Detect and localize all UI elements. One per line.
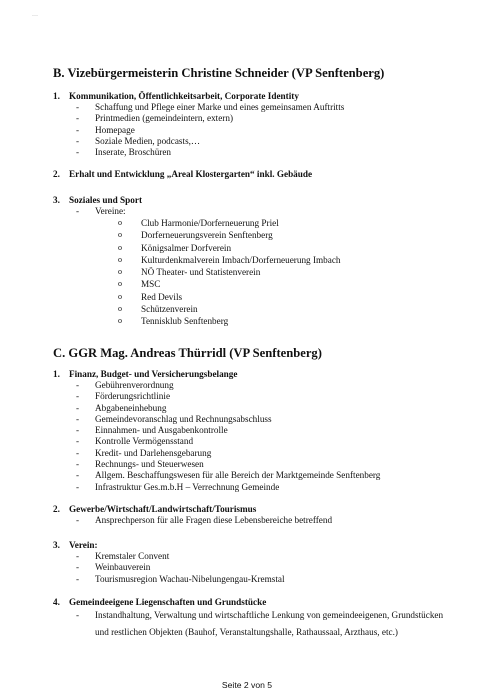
scan-mark: … [32, 12, 38, 18]
sublist-item-text: NÖ Theater- und Statistenverein [141, 267, 261, 278]
circle-bullet: o [118, 242, 122, 252]
list-item-text: Inserate, Broschüren [95, 147, 172, 158]
circle-bullet: o [118, 218, 122, 227]
list-item [70, 515, 332, 526]
list-item-text: Rechnungs- und Steuerwesen [95, 459, 204, 470]
section-c-item-1-list [70, 380, 380, 493]
dash-bullet: - [76, 402, 80, 413]
section-b-item-3-heading [53, 195, 142, 206]
sublist-item-text: Tennisklub Senftenberg [141, 316, 229, 327]
list-item [70, 136, 344, 147]
section-c-item-3-heading [53, 540, 98, 551]
dash-bullet: - [76, 573, 80, 584]
list-item-text: Instandhaltung, Verwaltung und wirtschaftliche Lenkung von gemeindeeigenen, Grundstücken und restlichen Objekten (Bauhof, Veranstaltungshalle, Rathaussaal, Arzthaus, etc.) [95, 610, 444, 637]
item-number: 1. [53, 91, 60, 101]
dash-bullet: - [76, 436, 80, 447]
dash-bullet: - [76, 102, 80, 112]
item-number: 3. [53, 195, 60, 205]
sublist-item [118, 229, 341, 241]
list-item-text: Kontrolle Vermögensstand [95, 436, 194, 447]
list-item [70, 147, 344, 158]
list-item-text: Printmedien (gemeindeintern, extern) [95, 113, 234, 124]
item-heading-text: Gewerbe/Wirtschaft/Landwirtschaft/Tourismus [69, 504, 257, 514]
dash-bullet: - [76, 551, 80, 561]
list-item [70, 403, 380, 414]
list-item-text: Weinbauverein [95, 562, 151, 573]
dash-bullet: - [76, 391, 80, 402]
list-item [70, 574, 285, 585]
dash-bullet: - [76, 610, 80, 620]
section-c-item-1-heading [53, 369, 237, 380]
item-heading-text: Erhalt und Entwicklung „Areal Klostergarten“ inkl. Gebäude [69, 169, 313, 179]
list-item [70, 113, 344, 124]
list-item [70, 562, 285, 573]
list-item [70, 391, 380, 402]
dash-bullet: - [76, 481, 80, 492]
list-item [70, 436, 380, 447]
circle-bullet: o [118, 230, 122, 240]
circle-bullet: o [118, 267, 122, 277]
section-b-item-2-heading [53, 169, 312, 180]
circle-bullet: o [118, 254, 122, 264]
item-heading-text: Gemeindeeigene Liegenschaften und Grundstücke [69, 597, 267, 607]
section-c-item-2-list [70, 515, 332, 526]
sublist-item [118, 315, 341, 327]
list-item-text: Abgabeneinhebung [95, 402, 167, 413]
list-item [70, 414, 380, 425]
sublist-item [118, 291, 341, 303]
dash-bullet: - [76, 515, 80, 525]
item-number: 4. [53, 597, 60, 607]
section-c-item-4-list [70, 607, 450, 641]
item-heading-text: Soziales und Sport [69, 195, 143, 205]
sublist-item [118, 217, 341, 229]
dash-bullet: - [76, 113, 80, 124]
circle-bullet: o [118, 304, 122, 314]
dash-bullet: - [76, 459, 80, 470]
list-item-text: Ansprechperson für alle Fragen diese Lebensbereiche betreffend [95, 515, 333, 525]
sublist-item-text: Königsalmer Dorfverein [141, 242, 232, 253]
list-item-text: Gemeindevoranschlag und Rechnungsabschluss [95, 413, 272, 424]
section-b-title: B. Vizebürgermeisterin Christine Schneider (VP Senftenberg) [53, 66, 385, 80]
sublist-item [118, 242, 341, 254]
dash-bullet: - [76, 562, 80, 573]
sublist-item [118, 254, 341, 266]
list-item [70, 125, 344, 136]
dash-bullet: - [76, 425, 80, 436]
circle-bullet: o [118, 279, 122, 289]
vereine-sublist [118, 217, 341, 328]
sublist-item-text: Dorferneuerungsverein Senftenberg [141, 230, 273, 241]
item-heading-text: Verein: [69, 540, 98, 550]
list-item [70, 206, 126, 217]
sublist-item-text: Schützenverein [141, 304, 198, 315]
section-c-title: C. GGR Mag. Andreas Thürridl (VP Senftenberg) [53, 346, 322, 360]
section-c-item-3-list [70, 551, 285, 585]
sublist-item [118, 303, 341, 315]
list-item-text: Kredit- und Darlehensgebarung [95, 447, 212, 458]
list-item [70, 551, 285, 562]
item-heading-text: Kommunikation, Öffentlichkeitsarbeit, Corporate Identity [69, 91, 299, 101]
dash-bullet: - [76, 380, 80, 390]
list-item-text: Soziale Medien, podcasts,… [95, 135, 201, 146]
circle-bullet: o [118, 316, 122, 326]
dash-bullet: - [76, 206, 80, 216]
dash-bullet: - [76, 135, 80, 146]
section-b-item-1-list [70, 102, 344, 158]
dash-bullet: - [76, 147, 80, 158]
list-item-text: Schaffung und Pflege einer Marke und eines gemeinsamen Auftritts [95, 102, 345, 112]
list-item [70, 482, 380, 493]
sublist-item-text: MSC [141, 279, 161, 290]
dash-bullet: - [76, 470, 80, 481]
list-item-text: Kremstaler Convent [95, 551, 170, 561]
list-item-text: Infrastruktur Ges.m.b.H – Verrechnung Gemeinde [95, 481, 280, 492]
sublist-item [118, 278, 341, 290]
item-number: 2. [53, 504, 60, 514]
list-item [70, 470, 380, 481]
list-item-text: Einnahmen- und Ausgabenkontrolle [95, 425, 228, 436]
list-item-text: Gebührenverordnung [95, 380, 174, 390]
sublist-item-text: Red Devils [141, 291, 183, 302]
list-item-text: Allgem. Beschaffungswesen für alle Bereich der Marktgemeinde Senftenberg [95, 470, 381, 481]
item-heading-text: Finanz, Budget- und Versicherungsbelange [69, 369, 238, 379]
item-number: 2. [53, 169, 60, 179]
dash-bullet: - [76, 447, 80, 458]
circle-bullet: o [118, 291, 122, 301]
list-item [70, 459, 380, 470]
list-item-text: Vereine: [95, 206, 126, 216]
sublist-item [118, 266, 341, 278]
section-c-item-2-heading [53, 504, 256, 515]
list-item [70, 380, 380, 391]
list-item-text: Förderungsrichtlinie [95, 391, 171, 402]
section-b-item-3-list [70, 206, 126, 217]
list-item [70, 425, 380, 436]
list-item [70, 448, 380, 459]
page-number-footer: Seite 2 von 5 [221, 680, 273, 690]
list-item [70, 102, 344, 113]
list-item [70, 607, 450, 641]
list-item-text: Tourismusregion Wachau-Nibelungengau-Kremstal [95, 573, 285, 584]
dash-bullet: - [76, 124, 80, 135]
dash-bullet: - [76, 413, 80, 424]
sublist-item-text: Kulturdenkmalverein Imbach/Dorferneuerung Imbach [141, 254, 341, 265]
section-b-item-1-heading [53, 91, 299, 102]
sublist-item-text: Club Harmonie/Dorferneuerung Priel [141, 218, 279, 228]
item-number: 3. [53, 540, 60, 550]
item-number: 1. [53, 369, 60, 379]
list-item-text: Homepage [95, 124, 135, 135]
